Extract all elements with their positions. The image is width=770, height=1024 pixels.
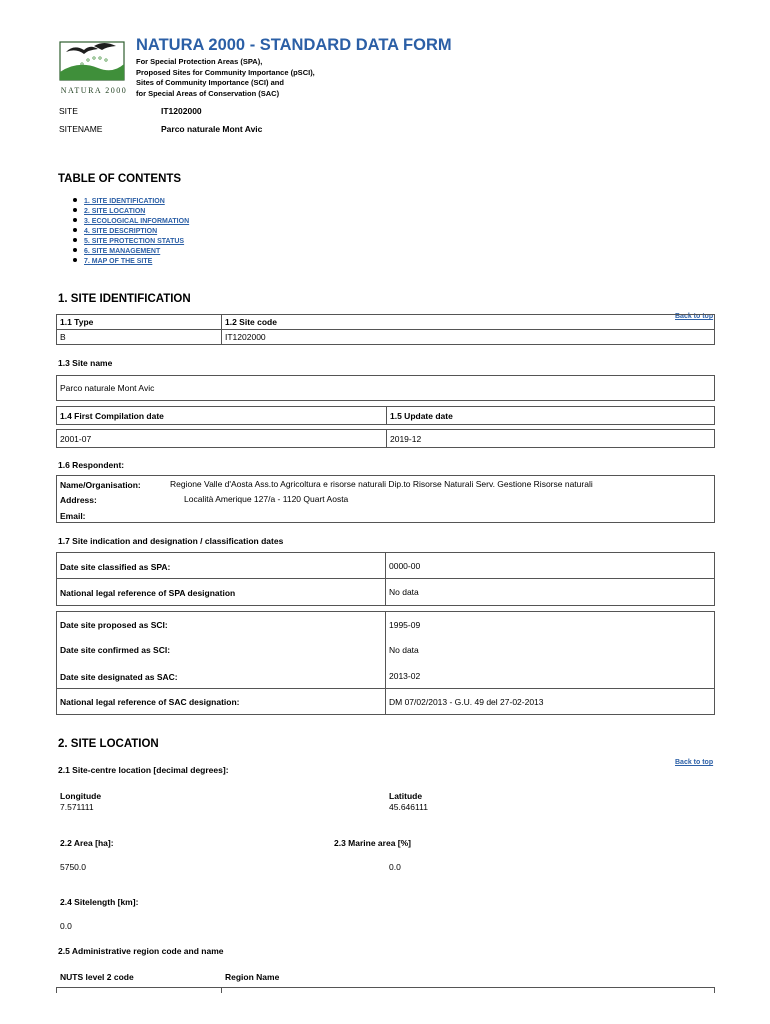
toc-item — [73, 257, 189, 267]
toc-list — [73, 197, 189, 267]
subtitle-line: For Special Protection Areas (SPA), — [136, 57, 263, 66]
longitude-value: 7.571111 — [60, 802, 94, 812]
back-to-top-link[interactable]: Back to top — [675, 313, 714, 320]
sitelength-value: 0.0 — [60, 921, 72, 931]
divider — [385, 552, 386, 606]
toc-item — [73, 217, 189, 227]
divider — [714, 987, 715, 993]
toc-link-site-location[interactable]: 2. SITE LOCATION — [84, 208, 146, 215]
subtitle-line: for Special Areas of Conservation (SAC) — [136, 88, 280, 98]
sci-proposed-value: 1995-09 — [389, 620, 421, 630]
sac-designated-value: 2013-02 — [389, 671, 421, 681]
longitude-label: Longitude — [60, 791, 102, 801]
divider — [386, 429, 387, 448]
toc-item — [73, 207, 189, 217]
organisation-label: Name/Organisation: — [60, 480, 141, 490]
toc-item — [73, 247, 189, 257]
divider — [56, 578, 715, 579]
type-value: B — [60, 332, 66, 342]
table-top-border — [56, 987, 715, 988]
divider — [56, 688, 715, 689]
nuts-code-label: NUTS level 2 code — [60, 972, 134, 982]
section1-heading: 1. SITE IDENTIFICATION — [58, 293, 191, 305]
organisation-value: Regione Valle d'Aosta Ass.to Agricoltura e risorse naturali Dip.to Risorse Naturali Serv. Gestione Risorse naturali — [170, 479, 593, 489]
site-name-value: Parco naturale Mont Avic — [60, 383, 155, 393]
email-label: Email: — [60, 511, 86, 521]
site-value: IT1202000 — [161, 106, 202, 116]
page-title: NATURA 2000 - STANDARD DATA FORM — [136, 36, 452, 54]
latitude-value: 45.646111 — [389, 802, 428, 812]
spa-reference-value: No data — [389, 587, 419, 597]
update-date-label: 1.5 Update date — [390, 411, 453, 421]
sci-confirmed-label: Date site confirmed as SCI: — [60, 645, 171, 655]
subtitle-line: Proposed Sites for Community Importance (pSCI), — [136, 67, 315, 77]
marine-area-label: 2.3 Marine area [%] — [334, 838, 412, 848]
sitename-label: SITENAME — [59, 124, 103, 134]
marine-area-value: 0.0 — [389, 862, 401, 872]
toc-link-map-of-the-site[interactable]: 7. MAP OF THE SITE — [84, 258, 153, 265]
area-value: 5750.0 — [60, 862, 86, 872]
spa-reference-label: National legal reference of SPA designation — [60, 588, 236, 598]
sitename-value: Parco naturale Mont Avic — [161, 124, 263, 134]
area-label: 2.2 Area [ha]: — [60, 838, 114, 848]
toc-item — [73, 197, 189, 207]
section2-heading: 2. SITE LOCATION — [58, 738, 159, 750]
admin-region-heading: 2.5 Administrative region code and name — [58, 946, 224, 956]
toc-item — [73, 227, 189, 237]
sci-confirmed-value: No data — [389, 645, 419, 655]
toc-link-ecological-information[interactable]: 3. ECOLOGICAL INFORMATION — [84, 218, 190, 225]
site-name-heading: 1.3 Site name — [58, 358, 113, 368]
latitude-label: Latitude — [389, 791, 423, 801]
site-code-value: IT1202000 — [225, 332, 266, 342]
spa-date-value: 0000-00 — [389, 561, 421, 571]
toc-item — [73, 237, 189, 247]
back-to-top-link[interactable]: Back to top — [675, 759, 714, 766]
type-label: 1.1 Type — [60, 317, 94, 327]
natura-2000-logo — [58, 38, 130, 96]
page-subtitle — [136, 57, 315, 99]
sac-designated-label: Date site designated as SAC: — [60, 672, 178, 682]
respondent-heading: 1.6 Respondent: — [58, 460, 125, 470]
site-centre-heading: 2.1 Site-centre location [decimal degrees]: — [58, 765, 229, 775]
address-label: Address: — [60, 495, 97, 505]
toc-link-site-management[interactable]: 6. SITE MANAGEMENT — [84, 248, 161, 255]
sac-reference-value: DM 07/02/2013 - G.U. 49 del 27-02-2013 — [389, 697, 544, 707]
sac-reference-label: National legal reference of SAC designation: — [60, 697, 240, 707]
region-name-label: Region Name — [225, 972, 280, 982]
site-name-box — [56, 375, 715, 401]
divider — [386, 406, 387, 425]
divider — [221, 987, 222, 993]
toc-heading: TABLE OF CONTENTS — [58, 173, 182, 185]
site-label: SITE — [59, 106, 78, 116]
divider — [56, 987, 57, 993]
address-value: Località Amerique 127/a - 1120 Quart Aosta — [184, 494, 349, 504]
sci-proposed-label: Date site proposed as SCI: — [60, 620, 168, 630]
update-date-value: 2019-12 — [390, 434, 422, 444]
subtitle-line: Sites of Community Importance (SCI) and — [136, 78, 284, 87]
toc-link-site-identification[interactable]: 1. SITE IDENTIFICATION — [84, 198, 165, 205]
first-compilation-label: 1.4 First Compilation date — [60, 411, 164, 421]
toc-link-site-protection-status[interactable]: 5. SITE PROTECTION STATUS — [84, 238, 185, 245]
spa-date-label: Date site classified as SPA: — [60, 562, 171, 572]
site-code-label: 1.2 Site code — [225, 317, 277, 327]
divider — [385, 611, 386, 715]
first-compilation-value: 2001-07 — [60, 434, 92, 444]
dates-heading: 1.7 Site indication and designation / classification dates — [58, 536, 284, 546]
logo-text: NATURA 2000 — [60, 86, 128, 95]
sitelength-label: 2.4 Sitelength [km]: — [60, 897, 139, 907]
divider — [56, 329, 715, 330]
toc-link-site-description[interactable]: 4. SITE DESCRIPTION — [84, 228, 158, 235]
